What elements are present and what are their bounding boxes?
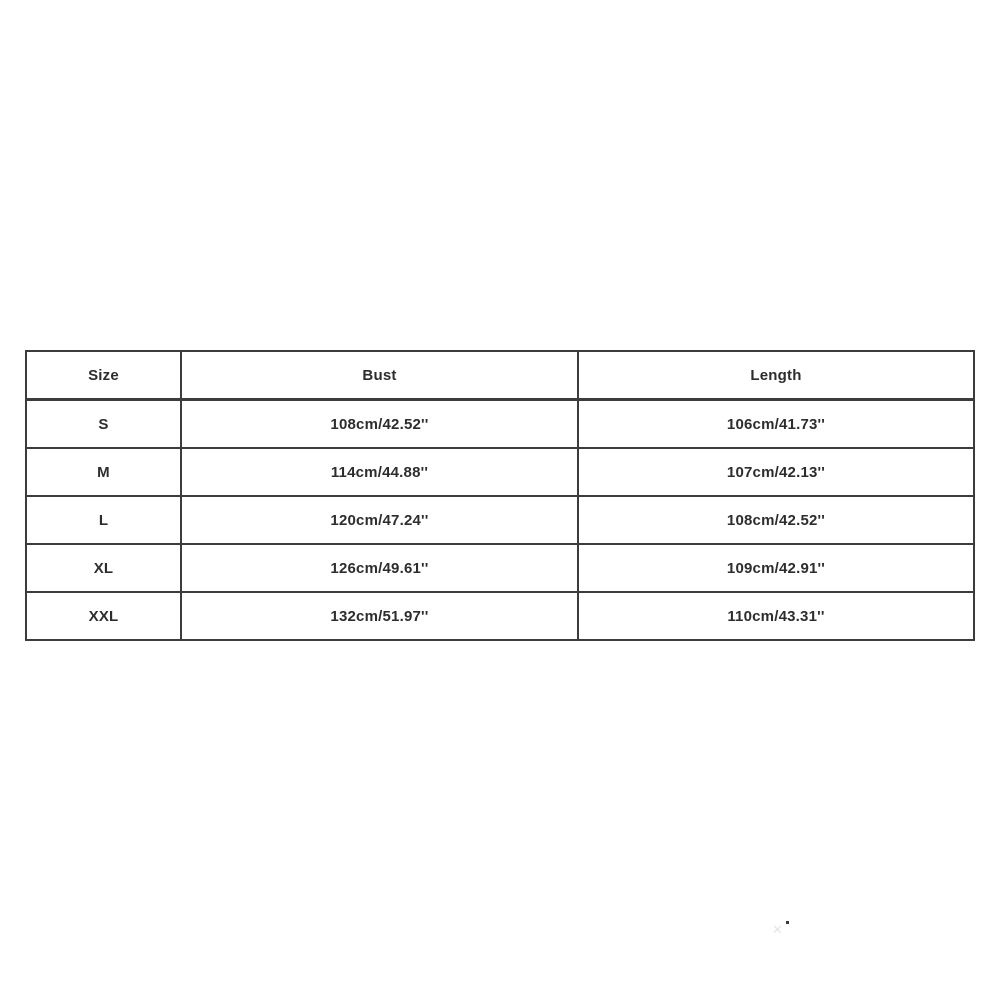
cell-length: 108cm/42.52'': [578, 496, 974, 544]
cell-length: 110cm/43.31'': [578, 592, 974, 640]
cell-size: M: [26, 448, 181, 496]
watermark-artifact: [770, 918, 796, 940]
size-chart-table: [25, 350, 975, 641]
cell-size: XXL: [26, 592, 181, 640]
table-row: [26, 592, 974, 640]
table-row: [26, 496, 974, 544]
cell-bust: 132cm/51.97'': [181, 592, 578, 640]
header-row: [26, 351, 974, 400]
cell-size: S: [26, 400, 181, 449]
cell-size: L: [26, 496, 181, 544]
artifact-smudge: ✕: [772, 922, 783, 937]
cell-bust: 114cm/44.88'': [181, 448, 578, 496]
table-row: [26, 544, 974, 592]
cell-length: 106cm/41.73'': [578, 400, 974, 449]
cell-length: 109cm/42.91'': [578, 544, 974, 592]
size-table-body: [26, 400, 974, 641]
table-row: [26, 448, 974, 496]
cell-size: XL: [26, 544, 181, 592]
cell-bust: 126cm/49.61'': [181, 544, 578, 592]
header-bust: Bust: [181, 351, 578, 400]
cell-bust: 120cm/47.24'': [181, 496, 578, 544]
header-length: Length: [578, 351, 974, 400]
artifact-dot: [786, 921, 789, 924]
table-row: [26, 400, 974, 449]
cell-bust: 108cm/42.52'': [181, 400, 578, 449]
header-size: Size: [26, 351, 181, 400]
cell-length: 107cm/42.13'': [578, 448, 974, 496]
size-chart-header: [26, 351, 974, 400]
